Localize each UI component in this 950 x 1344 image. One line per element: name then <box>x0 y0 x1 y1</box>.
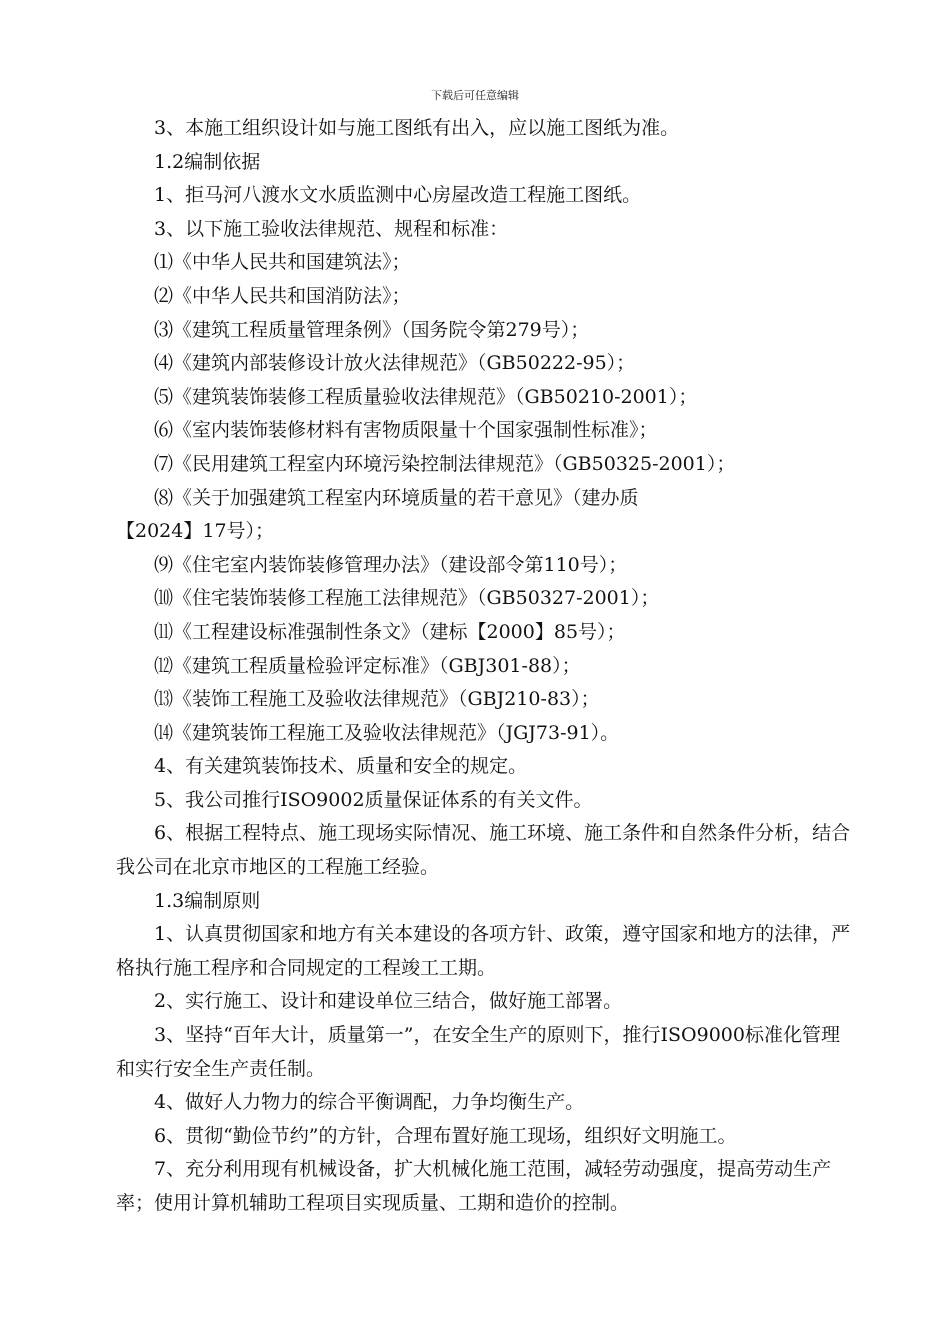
page-header: 下载后可任意编辑 <box>431 89 519 102</box>
list-item: ⒀《装饰工程施工及验收法律规范》（GBJ210-83）； <box>154 688 600 711</box>
list-item: ⑹《室内装饰装修材料有害物质限量十个国家强制性标准》； <box>154 419 658 442</box>
paragraph: 1、拒马河八渡水文水质监测中心房屋改造工程施工图纸。 <box>154 184 642 207</box>
list-item: ⑸《建筑装饰装修工程质量验收法律规范》（GB50210-2001）； <box>154 385 698 408</box>
list-item: ⑿《建筑工程质量检验评定标准》（GBJ301-88）； <box>154 654 581 677</box>
paragraph: 4、做好人力物力的综合平衡调配，力争均衡生产。 <box>154 1091 585 1114</box>
paragraph: 2、实行施工、设计和建设单位三结合，做好施工部署。 <box>154 990 623 1013</box>
list-item: ⒁《建筑装饰工程施工及验收法律规范》（JGJ73-91）。 <box>154 721 620 744</box>
list-item: ⑾《工程建设标准强制性条文》（建标【2000】85号）； <box>154 620 626 643</box>
list-item-continuation: 【2024】17号）； <box>116 520 275 543</box>
paragraph: 4、有关建筑装饰技术、质量和安全的规定。 <box>154 755 528 778</box>
list-item: ⑴《中华人民共和国建筑法》； <box>154 251 411 274</box>
list-item: ⑵《中华人民共和国消防法》； <box>154 284 411 307</box>
list-item: ⑺《民用建筑工程室内环境污染控制法律规范》（GB50325-2001）； <box>154 452 736 475</box>
list-item: ⑷《建筑内部装修设计放火法律规范》（GB50222-95）； <box>154 352 636 375</box>
paragraph: 3、本施工组织设计如与施工图纸有出入，应以施工图纸为准。 <box>154 117 680 139</box>
paragraph: 6、根据工程特点、施工现场实际情况、施工环境、施工条件和自然条件分析，结合我公司在北京市地区的工程施工经验。 <box>116 822 851 879</box>
section-heading: 1.3编制原则 <box>154 889 261 912</box>
list-item: ⑽《住宅装饰装修工程施工法律规范》（GB50327-2001）； <box>154 587 660 610</box>
paragraph: 5、我公司推行ISO9002质量保证体系的有关文件。 <box>154 788 593 811</box>
list-item: ⑼《住宅室内装饰装修管理办法》（建设部令第110号）； <box>154 553 628 576</box>
list-item: ⑻《关于加强建筑工程室内环境质量的若干意见》（建办质 <box>154 486 639 509</box>
paragraph: 6、贯彻“勤俭节约”的方针，合理布置好施工现场，组织好文明施工。 <box>154 1124 737 1147</box>
document-body <box>116 112 856 1221</box>
section-heading: 1.2编制依据 <box>154 150 261 173</box>
paragraph: 3、坚持“百年大计，质量第一”，在安全生产的原则下，推行ISO9000标准化管理和实行安全生产责任制。 <box>116 1024 840 1080</box>
list-item: ⑶《建筑工程质量管理条例》（国务院令第279号）； <box>154 318 590 341</box>
paragraph: 1、认真贯彻国家和地方有关本建设的各项方针、政策，遵守国家和地方的法律，严格执行施工程序和合同规定的工程竣工工期。 <box>116 923 851 979</box>
paragraph: 7、充分利用现有机械设备，扩大机械化施工范围，减轻劳动强度，提高劳动生产率；使用计算机辅助工程项目实现质量、工期和造价的控制。 <box>116 1158 832 1214</box>
paragraph: 3、以下施工验收法律规范、规程和标准： <box>154 217 509 240</box>
